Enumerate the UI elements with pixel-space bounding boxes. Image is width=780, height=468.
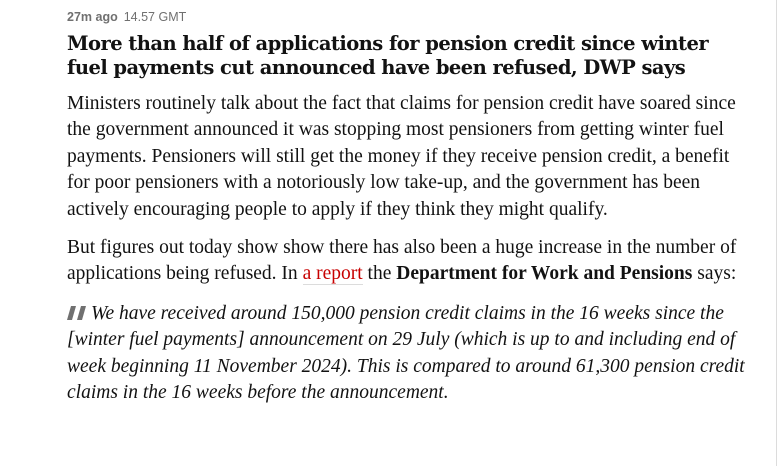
publish-time: 14.57 GMT — [123, 10, 187, 24]
live-blog-entry — [67, 9, 747, 406]
relative-time: 27m ago — [67, 10, 118, 24]
quote-mark-right — [77, 306, 86, 320]
report-link[interactable]: a report — [302, 263, 363, 285]
dwp-name: Department for Work and Pensions — [396, 263, 693, 285]
paragraph-1: Ministers routinely talk about the fact that claims for pension credit have soared since the government announced it was stopping most pensioners from getting winter fuel payments. Pensioners will still get the money if they receive pension credit, a benefit for poor pensioners with a notoriously low take-up, and the government has been actively encouraging people to apply if they think they might qualify. — [67, 93, 736, 220]
paragraph-2-text-b: the — [362, 263, 397, 285]
paragraph-2-text-c: says: — [692, 263, 737, 285]
paragraph-2 — [67, 235, 747, 288]
paragraph-2-text-a: But figures out today show show there has also been a huge increase in the number of applications being refused. In — [67, 237, 737, 285]
quote-mark-left — [67, 306, 76, 320]
entry-headline: More than half of applications for pension credit since winter fuel payments cut announced have been refused, DWP says — [67, 32, 709, 79]
entry-timestamp — [67, 9, 747, 25]
blockquote — [67, 301, 747, 407]
quote-marks-icon — [67, 306, 87, 320]
quote-text: We have received around 150,000 pension credit claims in the 16 weeks since the [winter fuel payments] announcement on 29 July (which is up to and including end of week beginning 11 November 2024). This is compared to around 61,300 pension credit claims in the 16 weeks before the announcement. — [67, 302, 745, 404]
